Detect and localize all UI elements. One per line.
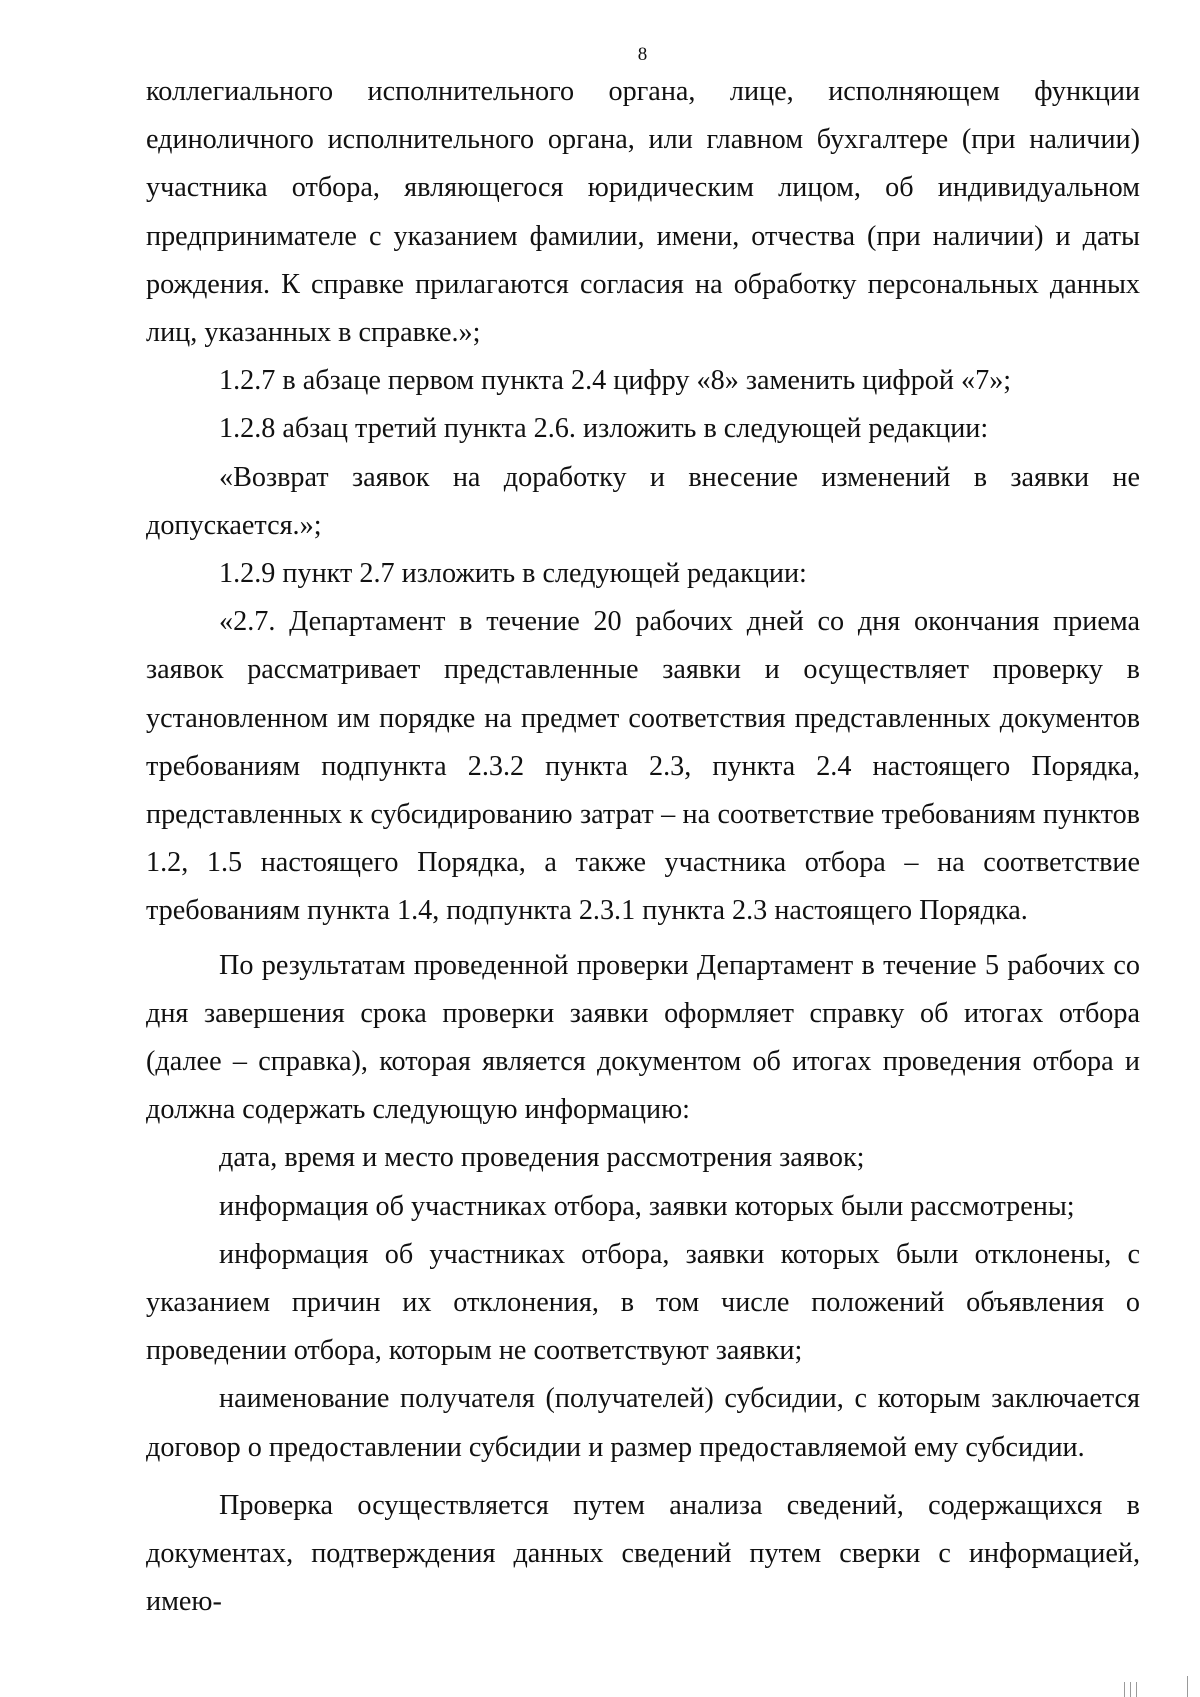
- list-item-date-time: дата, время и место проведения рассмотрения заявок;: [219, 1142, 865, 1174]
- scan-edge-mark: [1124, 1682, 1125, 1697]
- paragraph-item-1-2-9: 1.2.9 пункт 2.7 изложить в следующей редакции:: [219, 558, 807, 590]
- paragraph-item-1-2-7: 1.2.7 в абзаце первом пункта 2.4 цифру «8» заменить цифрой «7»;: [219, 365, 1012, 397]
- list-item-rejected: информация об участниках отбора, заявки которых были отклонены, с указанием причин их отклонения, в том числе положений объявления о проведении отбора, которым не соответствуют заявки;: [146, 1238, 1140, 1367]
- paragraph-verification: Проверка осуществляется путем анализа сведений, содержащихся в документах, подтверждения данных сведений путем сверки с информацией, имею-: [146, 1489, 1140, 1618]
- scan-edge-mark: [1130, 1682, 1131, 1697]
- list-item-recipient: наименование получателя (получателей) субсидии, с которым заключается договор о предоставлении субсидии и размер предоставляемой ему субсидии.: [146, 1383, 1140, 1463]
- paragraph-quote-return: «Возврат заявок на доработку и внесение изменений в заявки не допускается.»;: [146, 461, 1140, 541]
- document-body: [146, 68, 1140, 1627]
- scan-edge-mark: [1187, 1676, 1188, 1697]
- paragraph-item-1-2-8: 1.2.8 абзац третий пункта 2.6. изложить в следующей редакции:: [219, 413, 989, 445]
- paragraph-quote-2-7: «2.7. Департамент в течение 20 рабочих дней со дня окончания приема заявок рассматривает представленные заявки и осуществляет проверку в установленном им порядке на предмет соответствия представленных документов требованиям подпункта 2.3.2 пункта 2.3, пункта 2.4 настоящего Порядка, представленных к субсидированию затрат – на соответствие требованиям пунктов 1.2, 1.5 настоящего Порядка, а также участника отбора – на соответствие требованиям пункта 1.4, подпункта 2.3.1 пункта 2.3 настоящего Порядка.: [146, 606, 1140, 927]
- list-item-considered: информация об участниках отбора, заявки которых были рассмотрены;: [219, 1190, 1075, 1222]
- paragraph-continuation: коллегиального исполнительного органа, лице, исполняющем функции единоличного исполнительного органа, или главном бухгалтере (при наличии) участника отбора, являющегося юридическим лицом, об индивидуальном предпринимателе с указанием фамилии, имени, отчества (при наличии) и даты рождения. К справке прилагаются согласия на обработку персональных данных лиц, указанных в справке.»;: [146, 76, 1140, 349]
- paragraph-check-results: По результатам проведенной проверки Департамент в течение 5 рабочих со дня завершения срока проверки заявки оформляет справку об итогах отбора (далее – справка), которая является документом об итогах проведения отбора и должна содержать следующую информацию:: [146, 949, 1140, 1126]
- scan-edge-mark: [1136, 1682, 1137, 1697]
- page-number: 8: [637, 44, 648, 65]
